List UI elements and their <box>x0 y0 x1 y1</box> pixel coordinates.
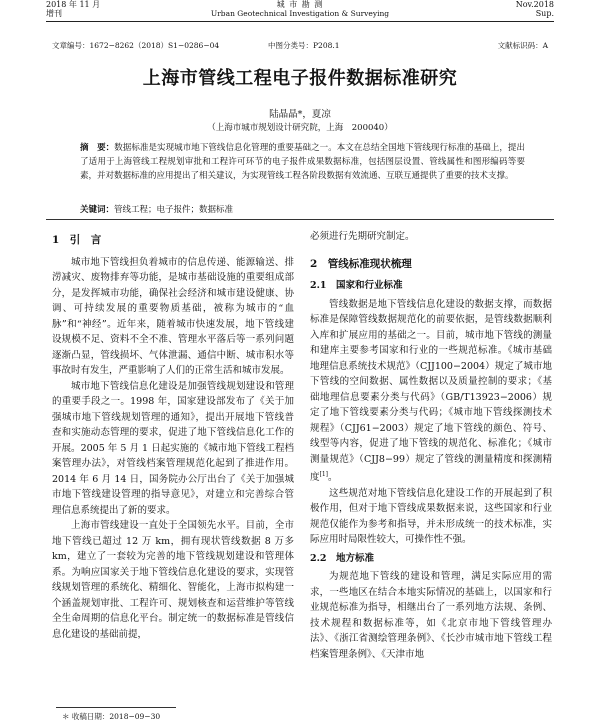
keywords-label: 关键词： <box>80 205 115 215</box>
citation-ref[interactable]: [1] <box>319 471 329 478</box>
paragraph: 必须进行先期研究制定。 <box>310 231 415 242</box>
footnote-rule <box>56 707 176 708</box>
left-column <box>52 229 294 642</box>
header-date: 2018 年 11 月 增刊 <box>46 0 101 18</box>
article-id: 文章编号：1672−8262（2018）S1−0286−04 <box>52 41 220 50</box>
paragraph: 为规范地下管线的建设和管理，满足实际应用的需求，一些地区在结合本地实际情况的基础上，以国家和行业规范标准为指导，相继出台了一系列地方法规、条例、技术规程和数据标准等，如《北京市地下管线管理办法》、《浙江省测绘管理条例》、《长沙市城市地下管线工程档案管理条例》、《天津市地 <box>310 571 552 660</box>
subsection-2-1-heading: 2.1 国家和行业标准 <box>310 280 403 291</box>
affiliation: （上海市城市规划设计研究院，上海 200040） <box>207 123 393 133</box>
document-code: 文献标识码：A <box>497 41 548 50</box>
clc-number: 中图分类号：P208.1 <box>268 41 340 50</box>
paragraph: 上海市管线建设一直处于全国领先水平。目前，全市地下管线已超过 12 万 km，拥有现状管线数据 8 万多 km，建立了一套较为完善的地下管线规划建设和管理体系。为响应国家关于地下管线信息化建设的要求，实现管线规划管理的系统化、精细化、智能化，上海市拟构建一个涵盖规划审批、工程许可、规划核查和运营维护等管线全生命周期的信息化平台。制定统一的数据标准是管线信息化建设的基础前提， <box>52 520 294 640</box>
right-column <box>310 229 552 662</box>
abstract <box>80 141 525 183</box>
paragraph: 城市地下管线信息化建设是加强管线规划建设和管理的重要手段之一。1998 年，国家建设部发布了《关于加强城市地下管线规划管理的通知》，提出开展地下管线普查和实施动态管理的要求，促进了地下管线信息化工作的开展。2005 年 5 月 1 日起实施的《城市地下管线工程档案管理办法》，对管线档案管理规范化起到了推进作用。2014 年 6 月 14 日，国务院办公厅出台了《关于加强城市地下管线建设管理的指导意见》，对建立和完善综合管理信息系统提出了新的要求。 <box>52 380 294 516</box>
paragraph: 城市地下管线担负着城市的信息传递、能源输送、排涝减灾、废物排弃等功能，是城市基础设施的重要组成部分，是发挥城市功能，确保社会经济和城市建设健康、协调、可持续发展的重要物质基础，被称为城市的“血脉”和“神经”。近年来，随着城市快速发展，地下管线建设规模不足、资料不全不准、管理水平落后等一系列问题逐渐凸显，管线损坏、气体泄漏、通信中断、城市积水等事故时有发生，严重影响了人们的正常生活和城市发展。 <box>52 256 294 376</box>
paragraph: 管线数据是地下管线信息化建设的数据支撑，而数据标准是保障管线数据规范化的前要依据，是管线数据顺利入库和扩展应用的基础之一。目前，城市地下管线的测量和建库主要参考国家和行业的一些规范标准。《城市基础地理信息系统技术规范》（CJJ100−2004）规定了城市地下管线的空间数据、属性数据以及质量控制的要求；《基础地理信息要素分类与代码》（GB/T13923−2006）规定了地下管线要素分类与代码；《城市地下管线探测技术规程》（CJJ61−2003）规定了地下管线的颜色、符号、线型等内容，促进了地下管线的规范化、标准化；《城市测量规范》（CJJ8−99）规定了管线的测量精度和探测精度[1]。 <box>310 298 552 484</box>
abstract-divider <box>46 219 554 220</box>
header-rule <box>46 21 554 22</box>
header-journal: 城 市 勘 测 Urban Geotechnical Investigation & Surveying <box>210 0 390 18</box>
abstract-label: 摘 要： <box>80 143 115 153</box>
paper-title: 上海市管线工程电子报件数据标准研究 <box>142 68 458 89</box>
keywords <box>80 203 525 215</box>
keywords-text: 管线工程；电子报件；数据标准 <box>114 205 234 215</box>
authors: 陆晶晶*，夏凉 <box>269 109 331 120</box>
header-issue: Nov.2018 Sup. <box>515 0 554 18</box>
abstract-text: 数据标准是实现城市地下管线信息化管理的重要基础之一。本文在总结全国地下管线现行标准的基础上，提出了适用于上海管线工程规划审批和工程许可环节的电子报件成果数据标准，包括图层设置、管线属性和图形编码等要素，并对数据标准的应用提出了相关建议，为实现管线工程各阶段数据有效流通、互联互通提供了重要的技术支撑。 <box>80 143 525 181</box>
subsection-2-2-heading: 2.2 地方标准 <box>310 552 375 564</box>
section-1-heading: 1 引 言 <box>52 234 102 246</box>
footnote-received-date: ＊ 收稿日期：2018−09−30 <box>62 712 161 721</box>
section-2-heading: 2 管线标准现状梳理 <box>310 257 412 270</box>
paragraph: 这些规范对地下管线信息化建设工作的开展起到了积极作用，但对于地下管线成果数据来说，这些国家和行业规范仅能作为参考和指导，并未形成统一的技术标准，实际应用时局限性较大，可操作性不强。 <box>310 487 552 546</box>
